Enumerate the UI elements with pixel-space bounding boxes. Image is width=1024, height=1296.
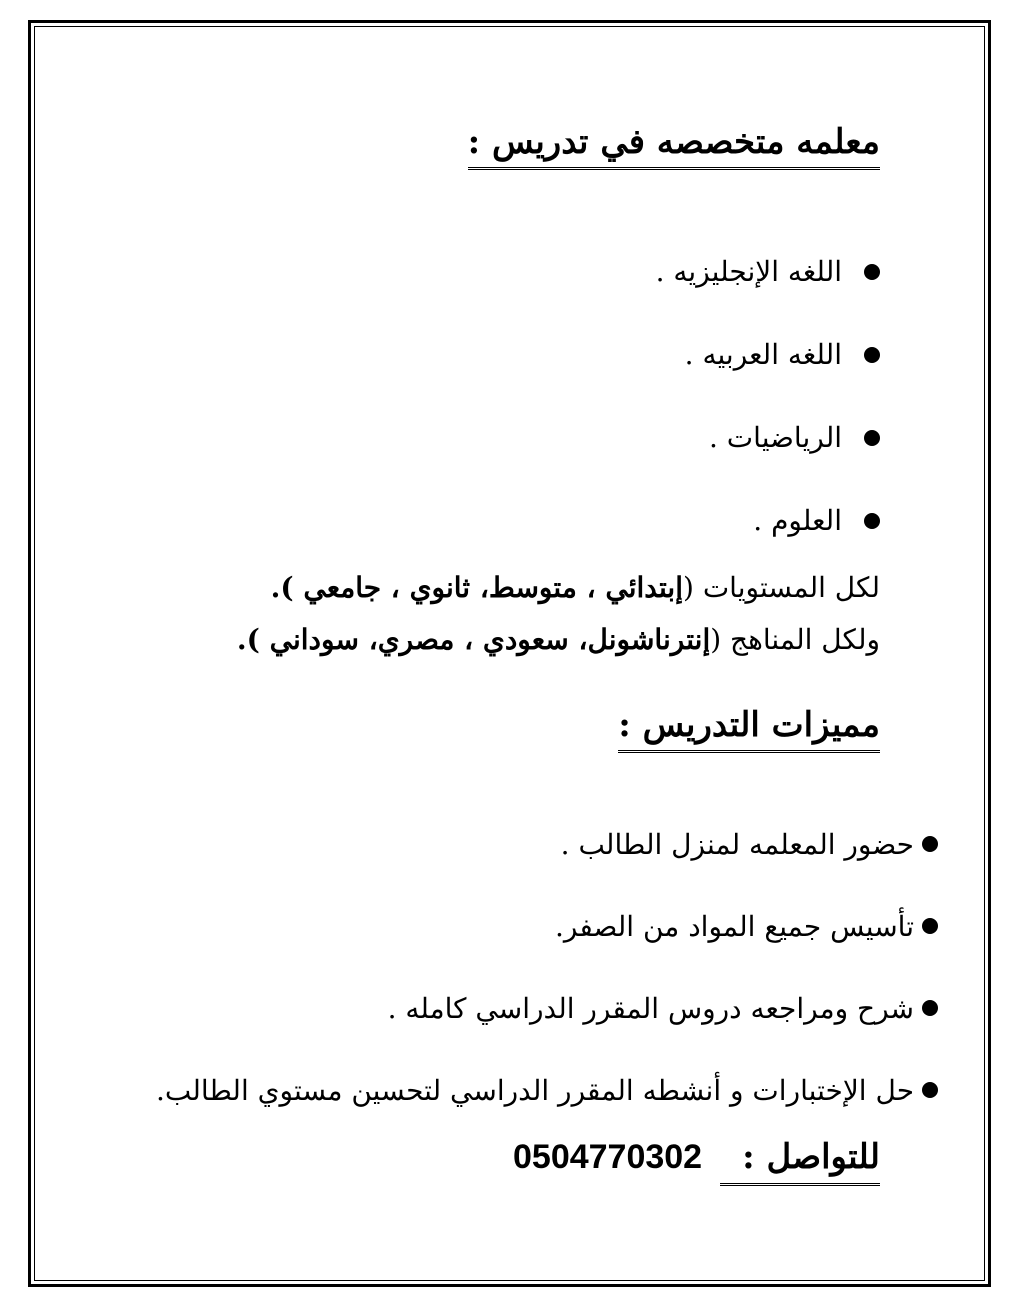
list-item [156,967,938,1049]
curricula-values: إنترناشونل، سعودي ، مصري، سوداني [269,623,711,656]
bullet-icon [922,836,938,852]
feature-exams: حل الإختبارات و أنشطه المقرر الدراسي لتحسين مستوي الطالب. [156,1073,914,1107]
bullet-icon [864,430,880,446]
feature-home-visit: حضور المعلمه لمنزل الطالب . [560,827,914,861]
list-item [156,885,938,967]
feature-foundation: تأسيس جميع المواد من الصفر. [554,909,914,943]
contact-label: للتواصل : [742,1137,880,1177]
levels-prefix: لكل المستويات ( [683,571,880,604]
curricula-line [237,614,880,666]
curricula-prefix: ولكل المناهج ( [710,623,880,656]
contact-underline [720,1183,880,1186]
section-title-teaching: معلمه متخصصه في تدريس : [468,122,880,170]
bullet-icon [864,264,880,280]
list-item [656,396,880,479]
levels-line [237,562,880,614]
features-list [156,803,938,1131]
levels-suffix: ). [270,571,304,604]
list-item [656,479,880,562]
section-title-features: مميزات التدريس : [618,705,880,753]
levels-values: إبتدائي ، متوسط، ثانوي ، جامعي [303,571,683,604]
bullet-icon [922,918,938,934]
contact-line [513,1137,880,1182]
subject-english: اللغه الإنجليزيه . [655,255,842,288]
bullet-icon [864,347,880,363]
phone-number[interactable]: 0504770302 [513,1138,703,1176]
list-item [156,803,938,885]
levels-and-curricula [237,562,880,666]
list-item [656,230,880,313]
list-item [656,313,880,396]
bullet-icon [922,1000,938,1016]
subject-arabic: اللغه العربيه . [684,338,842,371]
curricula-suffix: ). [236,623,270,656]
subjects-list [656,230,880,562]
list-item [156,1049,938,1131]
subject-science: العلوم . [753,504,842,537]
feature-review: شرح ومراجعه دروس المقرر الدراسي كامله . [387,991,914,1025]
bullet-icon [864,513,880,529]
subject-math: الرياضيات . [709,421,842,454]
bullet-icon [922,1082,938,1098]
